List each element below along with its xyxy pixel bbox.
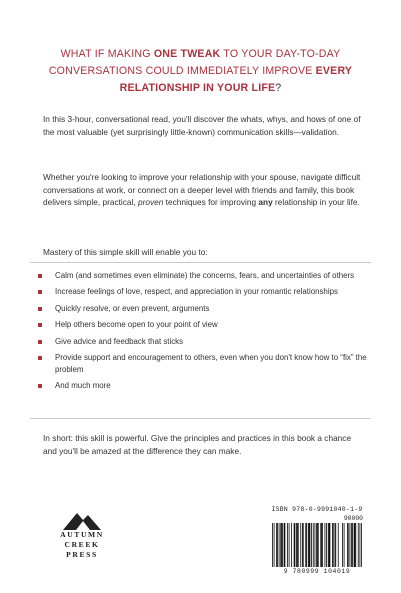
closing-paragraph: In short: this skill is powerful. Give the principles and practices in this book a chance and you'll be amazed at the difference they can make. bbox=[43, 433, 352, 456]
barcode-bar bbox=[285, 523, 286, 567]
headline bbox=[20, 46, 381, 97]
benefit-item bbox=[36, 286, 371, 298]
barcode-bar bbox=[306, 523, 307, 567]
divider-top bbox=[30, 262, 371, 263]
benefit-text: Calm (and sometimes even eliminate) the concerns, fears, and uncertainties of others bbox=[55, 271, 355, 280]
publisher-name-line1: AUTUMN bbox=[60, 530, 104, 539]
barcode-bar bbox=[284, 523, 285, 567]
barcode-bar bbox=[342, 523, 343, 567]
barcode-bar bbox=[277, 523, 278, 567]
whether-text-end: relationship in your life. bbox=[272, 197, 360, 208]
divider-bottom bbox=[30, 418, 371, 419]
barcode-bar bbox=[291, 523, 292, 567]
bullet-square-icon bbox=[38, 307, 42, 311]
benefit-text: Give advice and feedback that sticks bbox=[55, 336, 184, 346]
bullet-square-icon bbox=[38, 340, 42, 344]
barcode-bar bbox=[289, 523, 290, 567]
barcode-bar bbox=[321, 523, 322, 567]
barcode-bar bbox=[329, 523, 330, 567]
benefit-item bbox=[36, 336, 371, 348]
barcode-bar bbox=[287, 523, 288, 567]
benefit-text: Increase feelings of love, respect, and appreciation in your romantic relationships bbox=[55, 287, 338, 297]
ean-digits: 9 780999 104019 bbox=[283, 568, 351, 575]
barcode-bar bbox=[297, 523, 298, 567]
barcode-bar bbox=[308, 523, 309, 567]
barcode-bar bbox=[326, 523, 327, 567]
barcode-bar bbox=[311, 523, 312, 567]
barcode-bar bbox=[316, 523, 317, 567]
headline-emphasis-every-relationship: EVERY RELATIONSHIP IN YOUR LIFE bbox=[119, 65, 353, 94]
barcode-bar bbox=[330, 523, 331, 567]
barcode-bar bbox=[276, 523, 277, 567]
barcode-bar bbox=[309, 523, 310, 567]
barcode-bar bbox=[272, 523, 273, 567]
headline-text: WHAT IF MAKING bbox=[60, 48, 154, 60]
barcode-bar bbox=[310, 523, 311, 567]
barcode-bar bbox=[294, 523, 295, 567]
isbn-label: ISBN 978-0-9991040-1-9 bbox=[271, 506, 363, 513]
barcode-bar bbox=[325, 523, 326, 567]
publisher-name-line3: PRESS bbox=[66, 550, 98, 560]
price-code: 90000 bbox=[343, 515, 363, 522]
barcode-bar bbox=[361, 523, 362, 567]
barcode-bar bbox=[354, 523, 355, 567]
benefit-text: Quickly resolve, or even prevent, arguments bbox=[55, 303, 210, 313]
barcode-bar bbox=[335, 523, 336, 567]
barcode-bar bbox=[315, 523, 316, 567]
barcode-bar bbox=[282, 523, 283, 567]
barcode-bar bbox=[274, 523, 275, 567]
whether-proven: proven bbox=[138, 197, 164, 208]
barcode bbox=[269, 506, 365, 578]
barcode-bar bbox=[313, 523, 314, 567]
barcode-bar bbox=[317, 523, 318, 567]
benefits-list bbox=[36, 270, 371, 396]
barcode-bar bbox=[279, 523, 280, 567]
benefit-text: And much more bbox=[55, 380, 111, 390]
barcode-bar bbox=[350, 523, 351, 567]
barcode-bar bbox=[280, 523, 281, 567]
barcode-bar bbox=[348, 523, 349, 567]
benefit-item bbox=[36, 319, 371, 331]
whether-any: any bbox=[258, 197, 273, 208]
barcode-bars bbox=[272, 523, 362, 567]
barcode-bar bbox=[302, 523, 303, 567]
publisher-logo bbox=[50, 510, 114, 561]
mountain-icon bbox=[63, 510, 101, 530]
whether-text-middle: techniques for improving bbox=[163, 197, 259, 208]
benefit-item bbox=[36, 303, 371, 315]
benefit-item bbox=[36, 352, 371, 375]
barcode-bar bbox=[295, 523, 296, 567]
barcode-bar bbox=[281, 523, 282, 567]
barcode-bar bbox=[303, 523, 304, 567]
bullet-square-icon bbox=[38, 384, 42, 388]
bullet-square-icon bbox=[38, 323, 42, 327]
benefit-text: Provide support and encouragement to others, even when you don't know how to “fix” the problem bbox=[55, 352, 367, 374]
headline-question-mark: ? bbox=[275, 82, 282, 94]
barcode-bar bbox=[338, 523, 339, 567]
barcode-bar bbox=[360, 523, 361, 567]
mastery-paragraph: Mastery of this simple skill will enable you to: bbox=[43, 247, 208, 257]
barcode-bar bbox=[344, 523, 345, 567]
benefit-text: Help others become open to your point of view bbox=[55, 320, 218, 330]
barcode-bar bbox=[335, 523, 336, 567]
barcode-bar bbox=[358, 523, 359, 567]
barcode-bar bbox=[322, 523, 323, 567]
headline-emphasis-one-tweak: ONE TWEAK bbox=[153, 48, 221, 60]
barcode-bar bbox=[347, 523, 348, 567]
benefit-item bbox=[36, 270, 371, 282]
barcode-bar bbox=[352, 523, 353, 567]
barcode-bar bbox=[318, 523, 319, 567]
headline-text-middle: TO YOUR DAY-TO-DAY CONVERSATIONS COULD IMMEDIATELY IMPROVE bbox=[48, 48, 341, 77]
barcode-bar bbox=[298, 523, 299, 567]
barcode-bar bbox=[332, 523, 333, 567]
barcode-bar bbox=[355, 523, 356, 567]
barcode-bar bbox=[305, 523, 306, 567]
barcode-bar bbox=[355, 523, 356, 567]
barcode-bar bbox=[320, 523, 321, 567]
barcode-bar bbox=[296, 523, 297, 567]
publisher-name-line2: CREEK bbox=[64, 540, 100, 550]
barcode-bar bbox=[351, 523, 352, 567]
barcode-bar bbox=[333, 523, 334, 567]
whether-paragraph bbox=[43, 171, 365, 209]
benefit-item bbox=[36, 380, 371, 392]
bullet-square-icon bbox=[38, 356, 42, 360]
whether-text-start: Whether you're looking to improve your relationship with your spouse, navigate difficult conversations at work, or connect on a deeper level with friends and family, this book delivers simple, practical, bbox=[43, 172, 361, 208]
barcode-bar bbox=[300, 523, 301, 567]
bullet-square-icon bbox=[38, 274, 42, 278]
barcode-bar bbox=[328, 523, 329, 567]
bullet-square-icon bbox=[38, 290, 42, 294]
intro-paragraph: In this 3-hour, conversational read, you'll discover the whats, whys, and hows of one of the most valuable (yet surprisingly little-known) communication skills—validation. bbox=[43, 114, 361, 137]
